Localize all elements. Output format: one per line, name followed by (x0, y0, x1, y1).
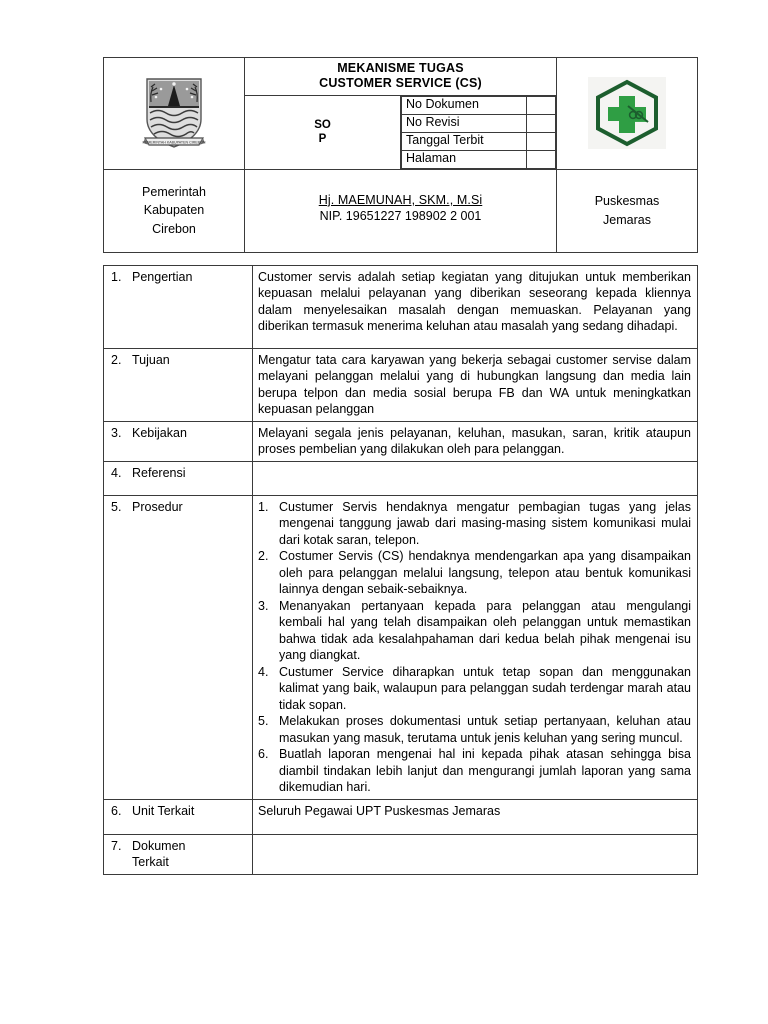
row-content-dokumen-terkait[interactable] (253, 834, 698, 874)
list-item-number: 4. (258, 664, 269, 679)
field-row-no-revisi (402, 114, 556, 132)
document-header-table (103, 57, 698, 253)
sop-body-table (103, 265, 698, 875)
row-label-text: Referensi (132, 465, 186, 480)
list-item (258, 499, 691, 549)
list-item-number: 5. (258, 714, 269, 728)
table-row (104, 421, 698, 461)
list-item-text: Costumer Servis (CS) hendaknya mendengarkan apa yang disampaikan oleh para pelanggan melalui langsung, telepon atau bentuk komunikasi lainnya dengan sebaik-sebaiknya. (279, 549, 691, 596)
row-label-text: Kebijakan (132, 425, 187, 440)
row-label-text: Tujuan (132, 352, 170, 367)
row-content-unit-terkait (253, 799, 698, 834)
row-content-pengertian (253, 265, 698, 348)
field-row-halaman (402, 150, 556, 168)
row-number: 6. (111, 803, 122, 818)
field-row-no-dokumen (402, 96, 556, 114)
row-content-text: Melayani segala jenis pelayanan, keluhan, masukan, saran, kritik ataupun proses pembelian yang dilakukan oleh para pelanggan. (258, 425, 691, 456)
row-number: 4. (111, 465, 122, 480)
row-label-referensi (104, 461, 253, 495)
signature-cell (245, 169, 557, 252)
row-label-tujuan (104, 348, 253, 421)
row-label-text-line1: Dokumen (132, 838, 186, 853)
table-row (104, 265, 698, 348)
row-label-unit-terkait (104, 799, 253, 834)
sop-document (103, 57, 698, 875)
table-row (104, 348, 698, 421)
cirebon-regency-emblem-icon (141, 75, 207, 151)
puskesmas-logo-icon (588, 77, 666, 149)
list-item (258, 598, 691, 664)
row-number: 5. (111, 499, 122, 514)
signatory-name: Hj. MAEMUNAH, SKM., M.Si (318, 192, 483, 207)
row-content-kebijakan (253, 421, 698, 461)
header-title-row (104, 58, 698, 96)
row-label-kebijakan (104, 421, 253, 461)
row-content-text: Seluruh Pegawai UPT Puskesmas Jemaras (258, 803, 501, 818)
list-item (258, 746, 691, 796)
list-item-number: 1. (258, 499, 269, 514)
row-label-text (132, 838, 248, 871)
right-logo-cell (557, 58, 698, 170)
row-label-dokumen-terkait (104, 834, 253, 874)
government-name-cell (104, 169, 245, 252)
row-content-text: Mengatur tata cara karyawan yang bekerja sebagai customer servise dalam melayani pelanggan melalui yang di hubungkan langsung dan media lain berupa telpon dan media sosial berupa FB dan WA untuk meningkatkan kepuasan pelanggan (258, 352, 691, 416)
field-value-no-dokumen[interactable] (527, 96, 556, 114)
row-number: 7. (111, 838, 122, 853)
table-row (104, 834, 698, 874)
table-row (104, 461, 698, 495)
header-fields-cell (401, 95, 557, 169)
field-row-tanggal-terbit (402, 132, 556, 150)
list-item (258, 713, 691, 746)
list-item-text: Melakukan proses dokumentasi untuk setiap pertanyaan, keluhan atau masukan yang masuk, terutama untuk jenis keluhan yang sering muncul. (279, 714, 691, 745)
row-label-text: Prosedur (132, 499, 183, 514)
list-item-text: Buatlah laporan mengenai hal ini kepada pihak atasan sehingga bisa diambil tindakan lebih lanjut dan mengurangi jumlah laporan yang sama dikemudian hari. (279, 747, 691, 794)
field-value-tanggal-terbit[interactable] (527, 132, 556, 150)
left-logo-cell (104, 58, 245, 170)
facility-line1: Puskesmas (594, 194, 660, 209)
government-line2: Kabupaten (143, 203, 205, 218)
row-label-pengertian (104, 265, 253, 348)
list-item (258, 664, 691, 714)
table-row (104, 495, 698, 799)
list-item-text: Custumer Service diharapkan untuk tetap sopan dan menggunakan kalimat yang baik, walaupun para pelanggan sudah terdengar marah atau tidak sopan. (279, 664, 691, 712)
row-content-tujuan (253, 348, 698, 421)
government-line1: Pemerintah (142, 185, 206, 200)
row-label-text: Unit Terkait (132, 803, 195, 818)
field-value-halaman[interactable] (527, 150, 556, 168)
government-line3: Cirebon (152, 221, 196, 236)
row-content-referensi[interactable] (253, 461, 698, 495)
field-value-no-revisi[interactable] (527, 114, 556, 132)
row-number: 1. (111, 269, 122, 284)
sop-label-line1: SO (314, 118, 331, 131)
svg-text:PEMERINTAH KABUPATEN CIREBON: PEMERINTAH KABUPATEN CIREBON (142, 140, 206, 145)
document-title-line2: CUSTOMER SERVICE (CS) (319, 76, 482, 91)
list-item-number: 3. (258, 598, 269, 613)
table-row (104, 799, 698, 834)
field-label-tanggal-terbit: Tanggal Terbit (402, 132, 527, 150)
field-label-no-dokumen: No Dokumen (402, 96, 527, 114)
row-label-text-line2: Terkait (132, 854, 169, 869)
row-label-prosedur (104, 495, 253, 799)
header-identity-row (104, 169, 698, 252)
sop-label-cell (245, 95, 401, 169)
signatory-nip: NIP. 19651227 198902 2 001 (319, 208, 482, 223)
row-content-text: Customer servis adalah setiap kegiatan yang ditujukan untuk memberikan kepuasan melalui pelayanan yang diberikan seseorang kepada kliennya dalam menyelesaikan masalah dengan memuaskan. Pelayanan yang diberikan termasuk menerima keluhan atau masalah yang sedang dihadapi. (258, 269, 691, 333)
document-title-line1: MEKANISME TUGAS (337, 61, 464, 75)
document-title-cell (245, 58, 557, 96)
header-fields-table (401, 96, 556, 169)
list-item-text: Custumer Servis hendaknya mengatur pembagian tugas yang jelas mengenai tanggung jawab dari masing-masing sistem komunikasi mulai dari kotak saran, telepon. (279, 499, 691, 547)
list-item-number: 6. (258, 747, 269, 761)
list-item (258, 548, 691, 598)
list-item-text: Menanyakan pertanyaan kepada para pelanggan atau mengulangi kembali hal yang telah disampaikan oleh pelanggan untuk memastikan bahwa tidak ada kesalahpahaman dari kedua belah pihak mengenai isu yang diangkat. (279, 598, 691, 662)
facility-line2: Jemaras (603, 212, 651, 227)
row-content-prosedur (253, 495, 698, 799)
list-item-number: 2. (258, 549, 269, 563)
field-label-no-revisi: No Revisi (402, 114, 527, 132)
sop-label-line2: P (318, 133, 327, 145)
row-number: 3. (111, 425, 122, 440)
row-number: 2. (111, 352, 122, 367)
row-label-text: Pengertian (132, 269, 193, 284)
facility-name-cell (557, 169, 698, 252)
field-label-halaman: Halaman (402, 150, 527, 168)
